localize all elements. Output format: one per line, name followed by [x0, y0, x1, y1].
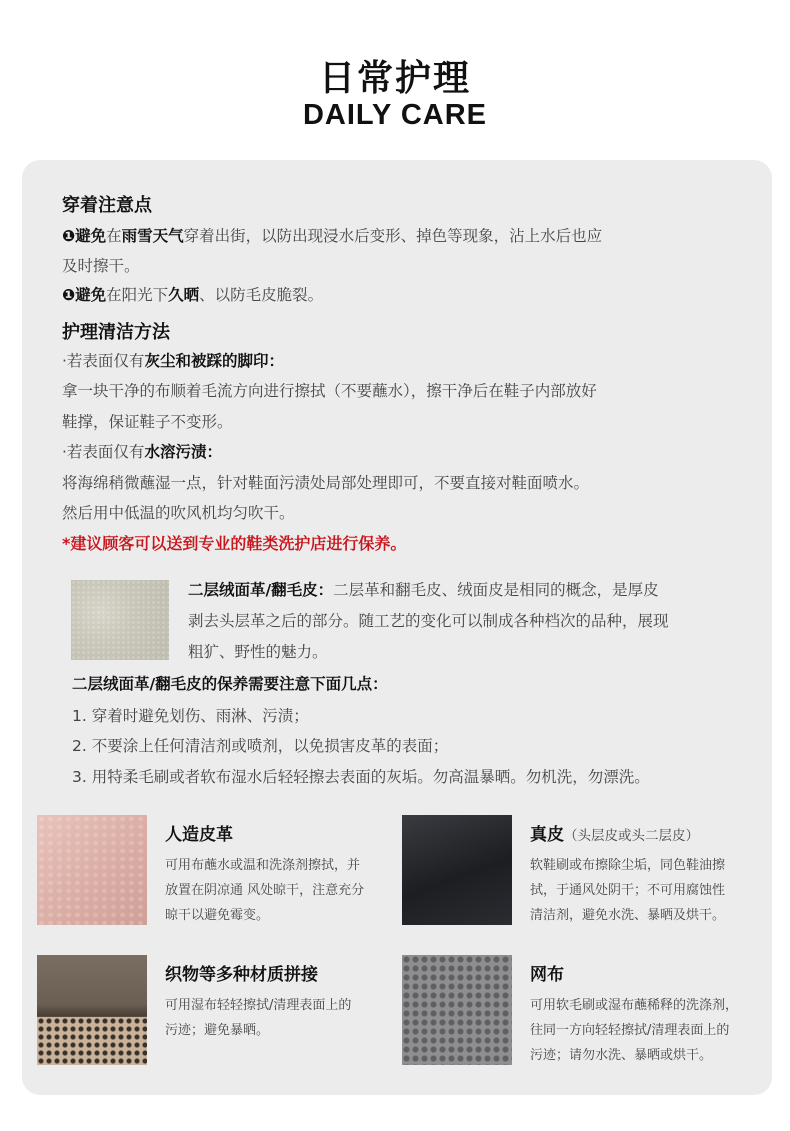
wear-item-2: ❶避免在阳光下久晒、以防毛皮脆裂。	[62, 286, 324, 304]
suede-care-point: 1. 穿着时避免划伤、雨淋、污渍；	[72, 707, 309, 725]
page-title-en: DAILY CARE	[302, 99, 488, 131]
clean-heading: 护理清洁方法	[62, 322, 170, 343]
suede-care-heading: 二层绒面革/翻毛皮的保养需要注意下面几点：	[72, 675, 388, 693]
artificial-leather-image	[37, 815, 147, 925]
professional-care-note: *建议顾客可以送到专业的鞋类洗护店进行保养。	[62, 534, 407, 553]
genuine-leather-title: 真皮（头层皮或头二层皮）	[530, 825, 699, 845]
clean-case-1-line-1: 拿一块干净的布顺着毛流方向进行擦拭（不要蘸水），擦干净后在鞋子内部放好	[62, 382, 597, 400]
mesh-fabric-title: 网布	[530, 965, 564, 985]
artificial-leather-title: 人造皮革	[165, 825, 233, 845]
suede-description: 二层绒面革/翻毛皮：二层革和翻毛皮、绒面皮是相同的概念，是厚皮 剥去头层革之后的部分。随工艺的变化可以制成各种档次的品种，展现 粗犷、野性的魅力。	[188, 581, 669, 661]
genuine-leather-text: 软鞋刷或布擦除尘垢，同色鞋油擦 拭，于通风处阴干；不可用腐蚀性 清洁剂，避免水洗、暴晒及烘干。	[530, 858, 726, 923]
mixed-fabric-text: 可用湿布轻轻擦拭/清理表面上的 污迹；避免暴晒。	[165, 998, 352, 1038]
clean-case-1-title: ·若表面仅有灰尘和被踩的脚印：	[62, 352, 284, 370]
wear-item-1-cont: 及时擦干。	[62, 257, 140, 275]
clean-case-2-line-2: 然后用中低温的吹风机均匀吹干。	[62, 504, 295, 522]
wear-heading: 穿着注意点	[62, 195, 152, 216]
clean-case-2-line-1: 将海绵稍微蘸湿一点，针对鞋面污渍处局部处理即可，不要直接对鞋面喷水。	[62, 474, 590, 492]
mesh-fabric-image	[402, 955, 512, 1065]
wear-item-1: ❶避免在雨雪天气穿着出街，以防出现浸水后变形、掉色等现象，沾上水后也应	[62, 227, 603, 245]
mixed-fabric-title: 织物等多种材质拼接	[165, 965, 318, 985]
suede-care-point: 3. 用特柔毛刷或者软布湿水后轻轻擦去表面的灰垢。勿高温暴晒。勿机洗，勿漂洗。	[72, 768, 650, 786]
clean-case-1-line-2: 鞋撑，保证鞋子不变形。	[62, 413, 233, 431]
genuine-leather-image	[402, 815, 512, 925]
page-title-zh: 日常护理	[318, 58, 471, 99]
artificial-leather-text: 可用布蘸水或温和洗涤剂擦拭，并 放置在阴凉通 风处晾干，注意充分 晾干以避免霉变。	[165, 858, 365, 923]
suede-sample-image	[71, 580, 169, 660]
clean-case-2-title: ·若表面仅有水溶污渍：	[62, 443, 222, 461]
suede-care-point: 2. 不要涂上任何清洁剂或喷剂，以免损害皮革的表面；	[72, 737, 449, 755]
mixed-fabric-image	[37, 955, 147, 1065]
mesh-fabric-text: 可用软毛刷或湿布蘸稀释的洗涤剂， 往同一方向轻轻擦拭/清理表面上的 污迹；请勿水洗、暴晒或烘干。	[530, 998, 739, 1063]
